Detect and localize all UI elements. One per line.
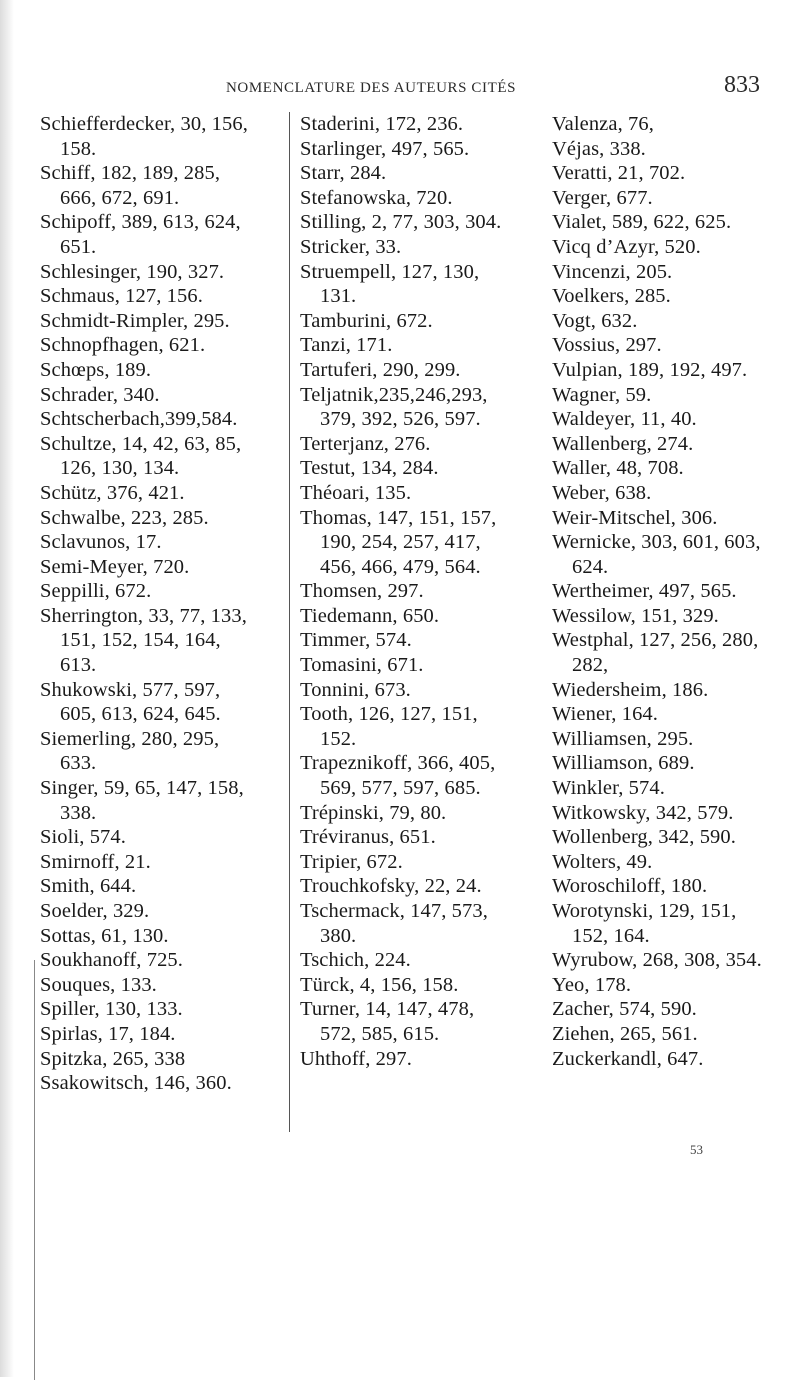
- index-entry: Wolters, 49.: [552, 850, 653, 873]
- index-entry: Tschermack, 147, 573, 380.: [300, 900, 488, 947]
- index-entry: Williamsen, 295.: [552, 727, 694, 750]
- index-entry: Witkowsky, 342, 579.: [552, 801, 734, 824]
- index-entry: Vogt, 632.: [552, 309, 638, 332]
- index-entry: Staderini, 172, 236.: [300, 113, 464, 135]
- index-entry: Spirlas, 17, 184.: [40, 1022, 176, 1045]
- index-column-3: [552, 112, 772, 1071]
- index-entry: Ssakowitsch, 146, 360.: [40, 1072, 232, 1095]
- index-entry: Véjas, 338.: [552, 137, 646, 160]
- index-entry: Weber, 638.: [552, 481, 652, 504]
- index-entry: Singer, 59, 65, 147, 158, 338.: [40, 777, 244, 824]
- index-entry: Sherrington, 33, 77, 133, 151, 152, 154, 164, 613.: [40, 604, 247, 677]
- index-column-1: [40, 112, 250, 1096]
- page-header: [0, 72, 800, 102]
- index-entry: Schtscherbach,399,584.: [40, 408, 238, 431]
- index-entry: Wyrubow, 268, 308, 354.: [552, 949, 762, 972]
- index-entry: Thomas, 147, 151, 157, 190, 254, 257, 417, 456, 466, 479, 564.: [300, 506, 497, 578]
- index-entry: Soukhanoff, 725.: [40, 949, 184, 972]
- index-entry: Semi-Meyer, 720.: [40, 555, 190, 578]
- index-entry: Schlesinger, 190, 327.: [40, 260, 225, 283]
- index-entry: Schœps, 189.: [40, 358, 152, 381]
- index-column-2: [300, 112, 508, 1071]
- index-entry: Soelder, 329.: [40, 900, 150, 922]
- page-gutter-shadow: [0, 0, 14, 1377]
- index-entry: Valenza, 76,: [552, 113, 654, 135]
- index-entry: Spiller, 130, 133.: [40, 998, 183, 1021]
- index-entry: Schiff, 182, 189, 285, 666, 672, 691.: [40, 162, 221, 209]
- index-entry: Schipoff, 389, 613, 624, 651.: [40, 211, 241, 258]
- index-entry: Trépinski, 79, 80.: [300, 801, 447, 824]
- index-entry: Seppilli, 672.: [40, 580, 152, 603]
- index-entry: Westphal, 127, 256, 280, 282,: [552, 629, 759, 677]
- index-entry: Waller, 48, 708.: [552, 457, 684, 480]
- index-entry: Verger, 677.: [552, 186, 653, 209]
- left-margin-rule: [34, 960, 35, 1380]
- index-entry: Starr, 284.: [300, 162, 387, 185]
- index-entry: Schmidt-Rimpler, 295.: [40, 309, 230, 332]
- index-entry: Spitzka, 265, 338: [40, 1047, 186, 1070]
- index-entry: Tschich, 224.: [300, 949, 411, 972]
- index-entry: Zacher, 574, 590.: [552, 998, 697, 1021]
- index-entry: Souques, 133.: [40, 973, 157, 996]
- index-entry: Stefanowska, 720.: [300, 186, 453, 209]
- index-entry: Vincenzi, 205.: [552, 260, 673, 283]
- index-entry: Schrader, 340.: [40, 383, 160, 406]
- index-entry: Schmaus, 127, 156.: [40, 285, 203, 308]
- index-entry: Voelkers, 285.: [552, 285, 671, 308]
- index-entry: Tanzi, 171.: [300, 334, 393, 357]
- index-entry: Schwalbe, 223, 285.: [40, 506, 209, 529]
- column-divider: [289, 112, 290, 1132]
- index-entry: Tooth, 126, 127, 151, 152.: [300, 703, 478, 750]
- index-entry: Schultze, 14, 42, 63, 85, 126, 130, 134.: [40, 432, 242, 480]
- index-entry: Thomsen, 297.: [300, 580, 424, 603]
- index-entry: Timmer, 574.: [300, 629, 412, 652]
- index-entry: Trouchkofsky, 22, 24.: [300, 875, 482, 898]
- index-entry: Tripier, 672.: [300, 850, 403, 873]
- index-entry: Wertheimer, 497, 565.: [552, 580, 737, 603]
- page-number: 833: [724, 72, 760, 98]
- index-entry: Weir-Mitschel, 306.: [552, 506, 718, 529]
- index-entry: Tomasini, 671.: [300, 654, 424, 677]
- index-entry: Türck, 4, 156, 158.: [300, 973, 459, 996]
- index-entry: Woroschiloff, 180.: [552, 875, 708, 898]
- index-entry: Wallenberg, 274.: [552, 432, 694, 455]
- index-entry: Schiefferdecker, 30, 156, 158.: [40, 113, 248, 160]
- index-entry: Uhthoff, 297.: [300, 1047, 412, 1070]
- index-entry: Stilling, 2, 77, 303, 304.: [300, 211, 502, 234]
- index-entry: Tréviranus, 651.: [300, 826, 436, 849]
- index-entry: Turner, 14, 147, 478, 572, 585, 615.: [300, 998, 475, 1045]
- index-entry: Smirnoff, 21.: [40, 850, 151, 873]
- index-entry: Théoari, 135.: [300, 481, 412, 504]
- index-entry: Trapeznikoff, 366, 405, 569, 577, 597, 685.: [300, 752, 496, 800]
- index-entry: Tiedemann, 650.: [300, 604, 440, 627]
- index-entry: Vossius, 297.: [552, 334, 662, 357]
- index-entry: Vicq d’Azyr, 520.: [552, 235, 701, 258]
- index-entry: Vialet, 589, 622, 625.: [552, 211, 732, 234]
- index-entry: Wollenberg, 342, 590.: [552, 826, 736, 849]
- index-entry: Smith, 644.: [40, 875, 137, 898]
- index-entry: Starlinger, 497, 565.: [300, 137, 470, 160]
- index-entry: Stricker, 33.: [300, 235, 402, 258]
- index-entry: Tonnini, 673.: [300, 678, 411, 701]
- index-entry: Williamson, 689.: [552, 752, 695, 775]
- index-entry: Schütz, 376, 421.: [40, 481, 185, 504]
- index-entry: Teljatnik,235,246,293, 379, 392, 526, 597.: [300, 383, 488, 431]
- index-entry: Yeo, 178.: [552, 973, 632, 996]
- index-entry: Terterjanz, 276.: [300, 432, 431, 455]
- index-entry: Wessilow, 151, 329.: [552, 604, 719, 627]
- index-entry: Wernicke, 303, 601, 603, 624.: [552, 531, 761, 578]
- index-entry: Winkler, 574.: [552, 777, 665, 800]
- index-entry: Tamburini, 672.: [300, 309, 433, 332]
- index-entry: Struempell, 127, 130, 131.: [300, 260, 480, 308]
- index-entry: Schnopfhagen, 621.: [40, 334, 206, 357]
- index-entry: Siemerling, 280, 295, 633.: [40, 727, 220, 775]
- index-entry: Sottas, 61, 130.: [40, 924, 169, 947]
- index-entry: Ziehen, 265, 561.: [552, 1022, 698, 1045]
- index-entry: Testut, 134, 284.: [300, 457, 439, 480]
- index-entry: Worotynski, 129, 151, 152, 164.: [552, 900, 737, 947]
- index-entry: Tartuferi, 290, 299.: [300, 358, 461, 381]
- index-entry: Wiedersheim, 186.: [552, 678, 709, 701]
- index-entry: Sclavunos, 17.: [40, 531, 162, 554]
- signature-mark: 53: [690, 1142, 703, 1157]
- index-entry: Wagner, 59.: [552, 383, 652, 406]
- index-entry: Waldeyer, 11, 40.: [552, 408, 697, 431]
- index-entry: Zuckerkandl, 647.: [552, 1047, 704, 1070]
- index-entry: Veratti, 21, 702.: [552, 162, 686, 185]
- index-entry: Wiener, 164.: [552, 703, 659, 726]
- running-title: NOMENCLATURE DES AUTEURS CITÉS: [226, 80, 517, 96]
- index-entry: Vulpian, 189, 192, 497.: [552, 358, 748, 381]
- index-entry: Shukowski, 577, 597, 605, 613, 624, 645.: [40, 678, 221, 726]
- index-entry: Sioli, 574.: [40, 826, 126, 849]
